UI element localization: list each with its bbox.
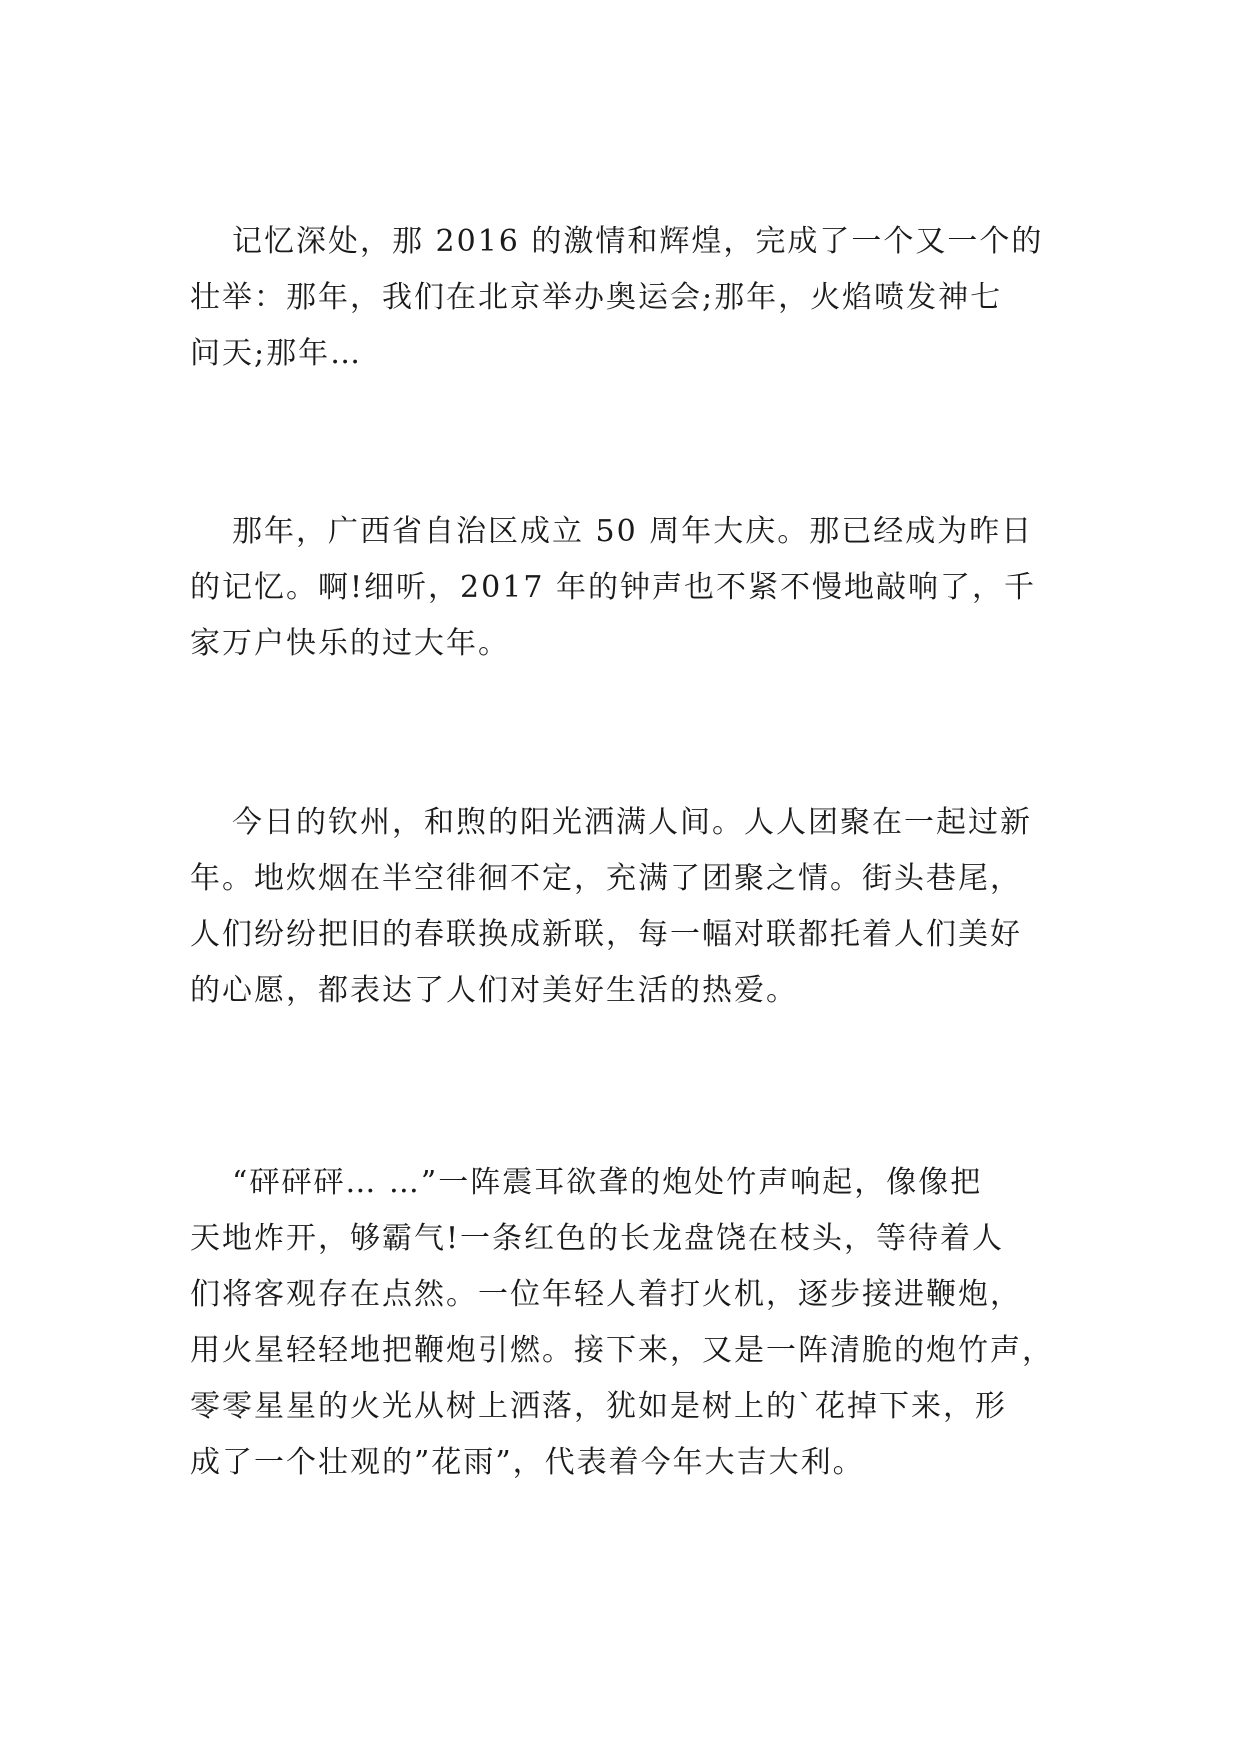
paragraph-line: 零零星星的火光从树上洒落，犹如是树上的`花掉下来，形 — [190, 1389, 1007, 1424]
paragraph-line: 的心愿，都表达了人们对美好生活的热爱。 — [190, 973, 798, 1008]
paragraph-anniversary — [190, 504, 1060, 672]
paragraph-line: 年。地炊烟在半空徘徊不定，充满了团聚之情。街头巷尾， — [190, 861, 1022, 896]
paragraph-line: 问天;那年… — [190, 336, 363, 371]
paragraph-line: 记忆深处，那 2016 的激情和辉煌，完成了一个又一个的 — [232, 224, 1044, 259]
paragraph-line: 们将客观存在点然。一位年轻人着打火机，逐步接进鞭炮， — [190, 1277, 1022, 1312]
paragraph-line: 壮举：那年，我们在北京举办奥运会;那年，火焰喷发神七 — [190, 280, 1003, 315]
paragraph-line: 那年，广西省自治区成立 50 周年大庆。那已经成为昨日 — [232, 514, 1034, 549]
paragraph-line: “砰砰砰… …”一阵震耳欲聋的炮处竹声响起，像像把 — [232, 1165, 983, 1200]
paragraph-line: 的记忆。啊!细听，2017 年的钟声也不紧不慢地敲响了，千 — [190, 570, 1036, 605]
paragraph-line: 用火星轻轻地把鞭炮引燃。接下来，又是一阵清脆的炮竹声， — [190, 1333, 1054, 1368]
paragraph-line: 天地炸开，够霸气!一条红色的长龙盘饶在枝头，等待着人 — [190, 1221, 1005, 1256]
paragraph-line: 家万户快乐的过大年。 — [190, 626, 510, 661]
paragraph-line: 成了一个壮观的”花雨”，代表着今年大吉大利。 — [190, 1445, 865, 1480]
paragraph-qinzhou — [190, 795, 1060, 1019]
paragraph-line: 人们纷纷把旧的春联换成新联，每一幅对联都托着人们美好 — [190, 917, 1022, 952]
paragraph-firecrackers — [190, 1155, 1060, 1491]
paragraph-memory — [190, 214, 1060, 382]
paragraph-line: 今日的钦州，和煦的阳光洒满人间。人人团聚在一起过新 — [232, 805, 1032, 840]
